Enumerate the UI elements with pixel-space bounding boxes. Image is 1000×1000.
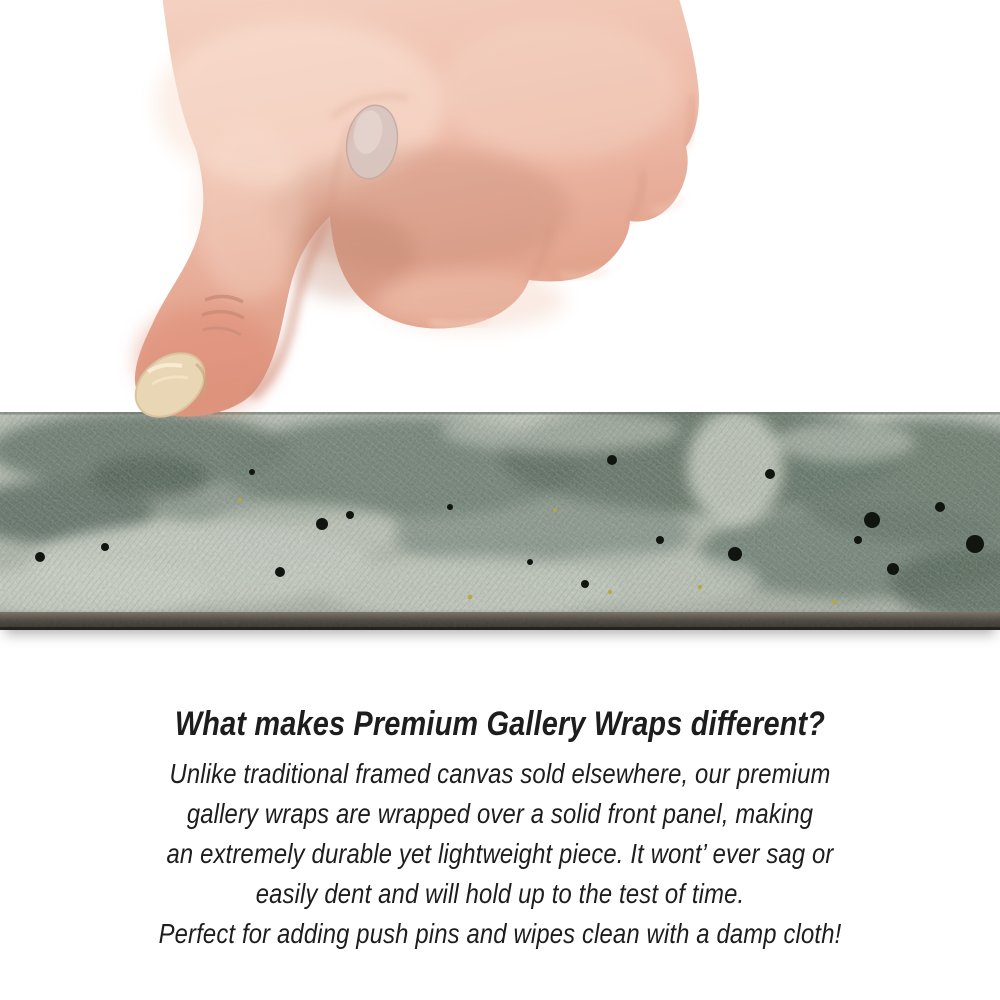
- hand-pressing-thumb-photo: [0, 0, 1000, 420]
- caption-heading: What makes Premium Gallery Wraps different?: [174, 705, 826, 743]
- canvas-edge-strip: [0, 412, 1000, 630]
- caption: [0, 700, 1000, 954]
- caption-line: an extremely durable yet lightweight piece. It wont’ ever sag or: [166, 838, 834, 869]
- caption-line: easily dent and will hold up to the test of time.: [255, 878, 745, 909]
- caption-line: gallery wraps are wrapped over a solid front panel, making: [186, 798, 814, 829]
- canvas-wrap-edge: [0, 612, 1000, 630]
- caption-line: Perfect for adding push pins and wipes clean with a damp cloth!: [158, 918, 842, 949]
- caption-line: Unlike traditional framed canvas sold elsewhere, our premium: [169, 758, 831, 789]
